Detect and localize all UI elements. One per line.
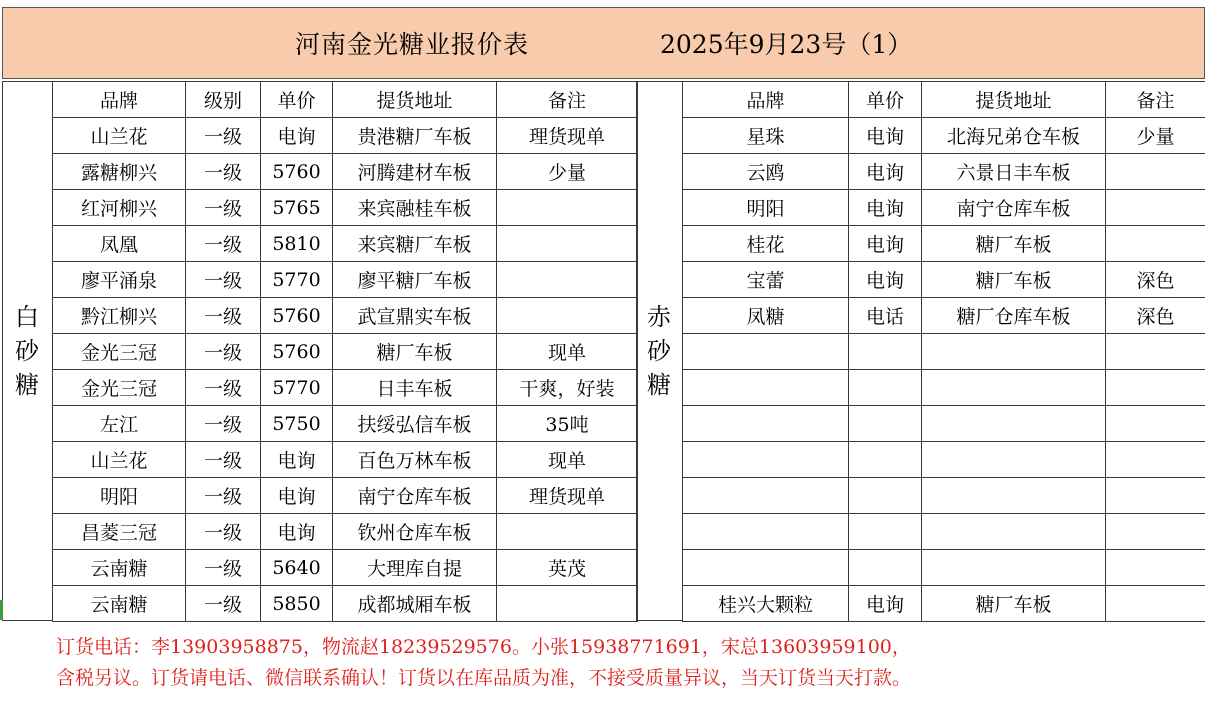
white-sugar-cell[interactable]: 昌菱三冠 bbox=[53, 514, 186, 550]
raw-sugar-cell[interactable] bbox=[1106, 442, 1205, 478]
white-sugar-table-row bbox=[53, 586, 638, 622]
raw-sugar-cell[interactable] bbox=[1106, 190, 1205, 226]
white-sugar-cell[interactable]: 现单 bbox=[497, 334, 638, 370]
white-sugar-cell[interactable]: 一级 bbox=[186, 586, 261, 622]
raw-sugar-cell[interactable]: 糖厂仓库车板 bbox=[922, 298, 1106, 334]
raw-sugar-cell[interactable]: 电询 bbox=[849, 118, 922, 154]
raw-sugar-cell[interactable]: 深色 bbox=[1106, 262, 1205, 298]
white-sugar-cell[interactable]: 一级 bbox=[186, 478, 261, 514]
raw-sugar-cell[interactable] bbox=[683, 334, 849, 370]
white-sugar-cell[interactable]: 金光三冠 bbox=[53, 334, 186, 370]
white-sugar-cell[interactable]: 左江 bbox=[53, 406, 186, 442]
white-sugar-cell[interactable]: 5750 bbox=[261, 406, 333, 442]
raw-sugar-table-row bbox=[683, 262, 1205, 298]
white-sugar-cell[interactable]: 一级 bbox=[186, 262, 261, 298]
white-sugar-cell[interactable]: 5810 bbox=[261, 226, 333, 262]
raw-sugar-cell[interactable] bbox=[922, 370, 1106, 406]
raw-sugar-cell[interactable] bbox=[922, 514, 1106, 550]
white-sugar-cell[interactable]: 5640 bbox=[261, 550, 333, 586]
raw-sugar-label-char: 赤 bbox=[647, 303, 671, 331]
white-sugar-cell[interactable]: 百色万林车板 bbox=[333, 442, 497, 478]
white-sugar-table bbox=[52, 81, 638, 622]
raw-sugar-cell[interactable] bbox=[683, 406, 849, 442]
white-sugar-cell[interactable]: 明阳 bbox=[53, 478, 186, 514]
raw-sugar-cell[interactable] bbox=[922, 478, 1106, 514]
white-sugar-header-cell: 单价 bbox=[261, 82, 333, 118]
white-sugar-cell[interactable] bbox=[497, 298, 638, 334]
raw-sugar-cell[interactable]: 电询 bbox=[849, 154, 922, 190]
raw-sugar-table-row bbox=[683, 586, 1205, 622]
white-sugar-cell[interactable]: 一级 bbox=[186, 334, 261, 370]
raw-sugar-cell[interactable] bbox=[922, 334, 1106, 370]
white-sugar-cell[interactable]: 5760 bbox=[261, 298, 333, 334]
white-sugar-cell[interactable]: 成都城厢车板 bbox=[333, 586, 497, 622]
white-sugar-label-char: 糖 bbox=[15, 371, 39, 399]
raw-sugar-cell[interactable]: 北海兄弟仓车板 bbox=[922, 118, 1106, 154]
white-sugar-header-cell: 品牌 bbox=[53, 82, 186, 118]
raw-sugar-table-row bbox=[683, 334, 1205, 370]
raw-sugar-label-char: 糖 bbox=[647, 371, 671, 399]
white-sugar-table-row bbox=[53, 262, 638, 298]
raw-sugar-cell[interactable]: 电话 bbox=[849, 298, 922, 334]
raw-sugar-table-row bbox=[683, 190, 1205, 226]
title-bar bbox=[2, 7, 1205, 79]
white-sugar-cell[interactable]: 山兰花 bbox=[53, 118, 186, 154]
raw-sugar-cell[interactable] bbox=[683, 370, 849, 406]
white-sugar-table-row bbox=[53, 298, 638, 334]
raw-sugar-cell[interactable] bbox=[683, 550, 849, 586]
white-sugar-cell[interactable]: 来宾糖厂车板 bbox=[333, 226, 497, 262]
raw-sugar-cell[interactable] bbox=[683, 478, 849, 514]
white-sugar-table-row bbox=[53, 154, 638, 190]
white-sugar-table-row bbox=[53, 478, 638, 514]
raw-sugar-cell[interactable] bbox=[849, 550, 922, 586]
white-sugar-cell[interactable]: 一级 bbox=[186, 118, 261, 154]
white-sugar-cell[interactable]: 一级 bbox=[186, 190, 261, 226]
white-sugar-cell[interactable]: 来宾融桂车板 bbox=[333, 190, 497, 226]
raw-sugar-cell[interactable]: 深色 bbox=[1106, 298, 1205, 334]
white-sugar-cell[interactable]: 电询 bbox=[261, 118, 333, 154]
raw-sugar-cell[interactable] bbox=[922, 550, 1106, 586]
white-sugar-header-row bbox=[53, 82, 638, 118]
white-sugar-cell[interactable] bbox=[497, 262, 638, 298]
raw-sugar-cell[interactable]: 少量 bbox=[1106, 118, 1205, 154]
white-sugar-cell[interactable]: 红河柳兴 bbox=[53, 190, 186, 226]
white-sugar-cell[interactable]: 干爽，好装 bbox=[497, 370, 638, 406]
raw-sugar-cell[interactable]: 明阳 bbox=[683, 190, 849, 226]
raw-sugar-cell[interactable]: 电询 bbox=[849, 586, 922, 622]
order-notes bbox=[56, 632, 911, 694]
white-sugar-cell[interactable]: 武宣鼎实车板 bbox=[333, 298, 497, 334]
raw-sugar-cell[interactable]: 凤糖 bbox=[683, 298, 849, 334]
white-sugar-cell[interactable]: 5770 bbox=[261, 262, 333, 298]
raw-sugar-cell[interactable] bbox=[1106, 226, 1205, 262]
raw-sugar-header-cell: 品牌 bbox=[683, 82, 849, 118]
raw-sugar-cell[interactable] bbox=[849, 478, 922, 514]
white-sugar-header-cell: 提货地址 bbox=[333, 82, 497, 118]
white-sugar-cell[interactable] bbox=[497, 586, 638, 622]
raw-sugar-cell[interactable]: 桂花 bbox=[683, 226, 849, 262]
white-sugar-cell[interactable]: 电询 bbox=[261, 478, 333, 514]
white-sugar-cell[interactable]: 钦州仓库车板 bbox=[333, 514, 497, 550]
terms-line: 含税另议。订货请电话、微信联系确认！订货以在库品质为准，不接受质量异议，当天订货当天打款。 bbox=[56, 667, 912, 689]
white-sugar-header-cell: 级别 bbox=[186, 82, 261, 118]
white-sugar-label-char: 白 bbox=[15, 303, 39, 331]
raw-sugar-cell[interactable] bbox=[1106, 550, 1205, 586]
raw-sugar-table-row bbox=[683, 406, 1205, 442]
white-sugar-cell[interactable] bbox=[497, 190, 638, 226]
white-sugar-cell[interactable]: 一级 bbox=[186, 226, 261, 262]
raw-sugar-header-cell: 单价 bbox=[849, 82, 922, 118]
white-sugar-table-row bbox=[53, 190, 638, 226]
raw-sugar-cell[interactable] bbox=[683, 442, 849, 478]
raw-sugar-table-row bbox=[683, 370, 1205, 406]
raw-sugar-label-char: 砂 bbox=[647, 337, 671, 365]
white-sugar-cell[interactable]: 理货现单 bbox=[497, 118, 638, 154]
raw-sugar-cell[interactable] bbox=[1106, 370, 1205, 406]
white-sugar-cell[interactable]: 糖厂车板 bbox=[333, 334, 497, 370]
white-sugar-cell[interactable]: 一级 bbox=[186, 442, 261, 478]
raw-sugar-cell[interactable] bbox=[849, 514, 922, 550]
white-sugar-cell[interactable]: 贵港糖厂车板 bbox=[333, 118, 497, 154]
white-sugar-cell[interactable]: 云南糖 bbox=[53, 550, 186, 586]
raw-sugar-cell[interactable]: 南宁仓库车板 bbox=[922, 190, 1106, 226]
white-sugar-cell[interactable]: 5760 bbox=[261, 154, 333, 190]
white-sugar-cell[interactable]: 日丰车板 bbox=[333, 370, 497, 406]
white-sugar-table-row bbox=[53, 334, 638, 370]
raw-sugar-cell[interactable] bbox=[849, 334, 922, 370]
white-sugar-cell[interactable]: 云南糖 bbox=[53, 586, 186, 622]
white-sugar-table-row bbox=[53, 514, 638, 550]
white-sugar-cell[interactable]: 山兰花 bbox=[53, 442, 186, 478]
raw-sugar-table-row bbox=[683, 118, 1205, 154]
white-sugar-cell[interactable] bbox=[497, 226, 638, 262]
raw-sugar-cell[interactable] bbox=[922, 406, 1106, 442]
white-sugar-cell[interactable]: 金光三冠 bbox=[53, 370, 186, 406]
raw-sugar-cell[interactable]: 电询 bbox=[849, 190, 922, 226]
white-sugar-cell[interactable]: 黔江柳兴 bbox=[53, 298, 186, 334]
raw-sugar-cell[interactable]: 电询 bbox=[849, 262, 922, 298]
raw-sugar-cell[interactable]: 糖厂车板 bbox=[922, 262, 1106, 298]
raw-sugar-cell[interactable]: 星珠 bbox=[683, 118, 849, 154]
white-sugar-table-row bbox=[53, 442, 638, 478]
raw-sugar-table-row bbox=[683, 478, 1205, 514]
white-sugar-cell[interactable]: 大理库自提 bbox=[333, 550, 497, 586]
raw-sugar-table-row bbox=[683, 550, 1205, 586]
raw-sugar-cell[interactable] bbox=[1106, 406, 1205, 442]
raw-sugar-cell[interactable] bbox=[1106, 586, 1205, 622]
raw-sugar-table-row bbox=[683, 154, 1205, 190]
raw-sugar-table-row bbox=[683, 442, 1205, 478]
white-sugar-label-char: 砂 bbox=[15, 337, 39, 365]
raw-sugar-cell[interactable] bbox=[1106, 334, 1205, 370]
white-sugar-table-row bbox=[53, 118, 638, 154]
sheet-date: 2025年9月23号（1） bbox=[660, 30, 913, 59]
white-sugar-cell[interactable]: 理货现单 bbox=[497, 478, 638, 514]
raw-sugar-cell[interactable]: 六景日丰车板 bbox=[922, 154, 1106, 190]
white-sugar-cell[interactable] bbox=[497, 514, 638, 550]
contact-line: 订货电话：李13903958875，物流赵18239529576。小张15938771691，宋总13603959100， bbox=[56, 636, 911, 658]
white-sugar-header-cell: 备注 bbox=[497, 82, 638, 118]
white-sugar-cell[interactable]: 电询 bbox=[261, 514, 333, 550]
raw-sugar-cell[interactable] bbox=[1106, 154, 1205, 190]
white-sugar-cell[interactable]: 现单 bbox=[497, 442, 638, 478]
raw-sugar-cell[interactable] bbox=[849, 370, 922, 406]
raw-sugar-header-cell: 备注 bbox=[1106, 82, 1205, 118]
sheet-title: 河南金光糖业报价表 bbox=[295, 30, 530, 59]
raw-sugar-cell[interactable] bbox=[683, 514, 849, 550]
white-sugar-cell[interactable]: 一级 bbox=[186, 406, 261, 442]
white-sugar-label bbox=[10, 300, 44, 402]
white-sugar-table-row bbox=[53, 370, 638, 406]
raw-sugar-table-row bbox=[683, 226, 1205, 262]
white-sugar-cell[interactable]: 河腾建材车板 bbox=[333, 154, 497, 190]
white-sugar-cell[interactable]: 一级 bbox=[186, 370, 261, 406]
white-sugar-cell[interactable]: 一级 bbox=[186, 514, 261, 550]
white-sugar-cell[interactable]: 5850 bbox=[261, 586, 333, 622]
white-sugar-cell[interactable]: 一级 bbox=[186, 550, 261, 586]
raw-sugar-cell[interactable] bbox=[849, 442, 922, 478]
sheet-edge-marker bbox=[0, 600, 3, 620]
raw-sugar-cell[interactable] bbox=[922, 442, 1106, 478]
white-sugar-cell[interactable]: 英茂 bbox=[497, 550, 638, 586]
raw-sugar-cell[interactable]: 宝蕾 bbox=[683, 262, 849, 298]
raw-sugar-cell[interactable]: 云鸥 bbox=[683, 154, 849, 190]
white-sugar-table-row bbox=[53, 226, 638, 262]
white-sugar-cell[interactable]: 一级 bbox=[186, 154, 261, 190]
raw-sugar-header-row bbox=[683, 82, 1205, 118]
white-sugar-cell[interactable]: 一级 bbox=[186, 298, 261, 334]
raw-sugar-cell[interactable]: 糖厂车板 bbox=[922, 226, 1106, 262]
raw-sugar-cell[interactable]: 糖厂车板 bbox=[922, 586, 1106, 622]
raw-sugar-table bbox=[682, 81, 1205, 622]
white-sugar-cell[interactable]: 露糖柳兴 bbox=[53, 154, 186, 190]
white-sugar-cell[interactable]: 廖平糖厂车板 bbox=[333, 262, 497, 298]
raw-sugar-cell[interactable] bbox=[1106, 478, 1205, 514]
white-sugar-cell[interactable]: 5765 bbox=[261, 190, 333, 226]
white-sugar-cell[interactable]: 廖平涌泉 bbox=[53, 262, 186, 298]
white-sugar-cell[interactable]: 南宁仓库车板 bbox=[333, 478, 497, 514]
raw-sugar-table-row bbox=[683, 298, 1205, 334]
raw-sugar-label bbox=[642, 300, 676, 402]
white-sugar-table-row bbox=[53, 550, 638, 586]
white-sugar-cell[interactable]: 少量 bbox=[497, 154, 638, 190]
white-sugar-cell[interactable]: 5770 bbox=[261, 370, 333, 406]
white-sugar-cell[interactable]: 凤凰 bbox=[53, 226, 186, 262]
raw-sugar-header-cell: 提货地址 bbox=[922, 82, 1106, 118]
white-sugar-cell[interactable]: 扶绥弘信车板 bbox=[333, 406, 497, 442]
raw-sugar-table-row bbox=[683, 514, 1205, 550]
white-sugar-cell[interactable]: 电询 bbox=[261, 442, 333, 478]
white-sugar-cell[interactable]: 5760 bbox=[261, 334, 333, 370]
raw-sugar-cell[interactable] bbox=[1106, 514, 1205, 550]
raw-sugar-cell[interactable]: 桂兴大颗粒 bbox=[683, 586, 849, 622]
raw-sugar-cell[interactable] bbox=[849, 406, 922, 442]
raw-sugar-cell[interactable]: 电询 bbox=[849, 226, 922, 262]
white-sugar-cell[interactable]: 35吨 bbox=[497, 406, 638, 442]
white-sugar-table-row bbox=[53, 406, 638, 442]
